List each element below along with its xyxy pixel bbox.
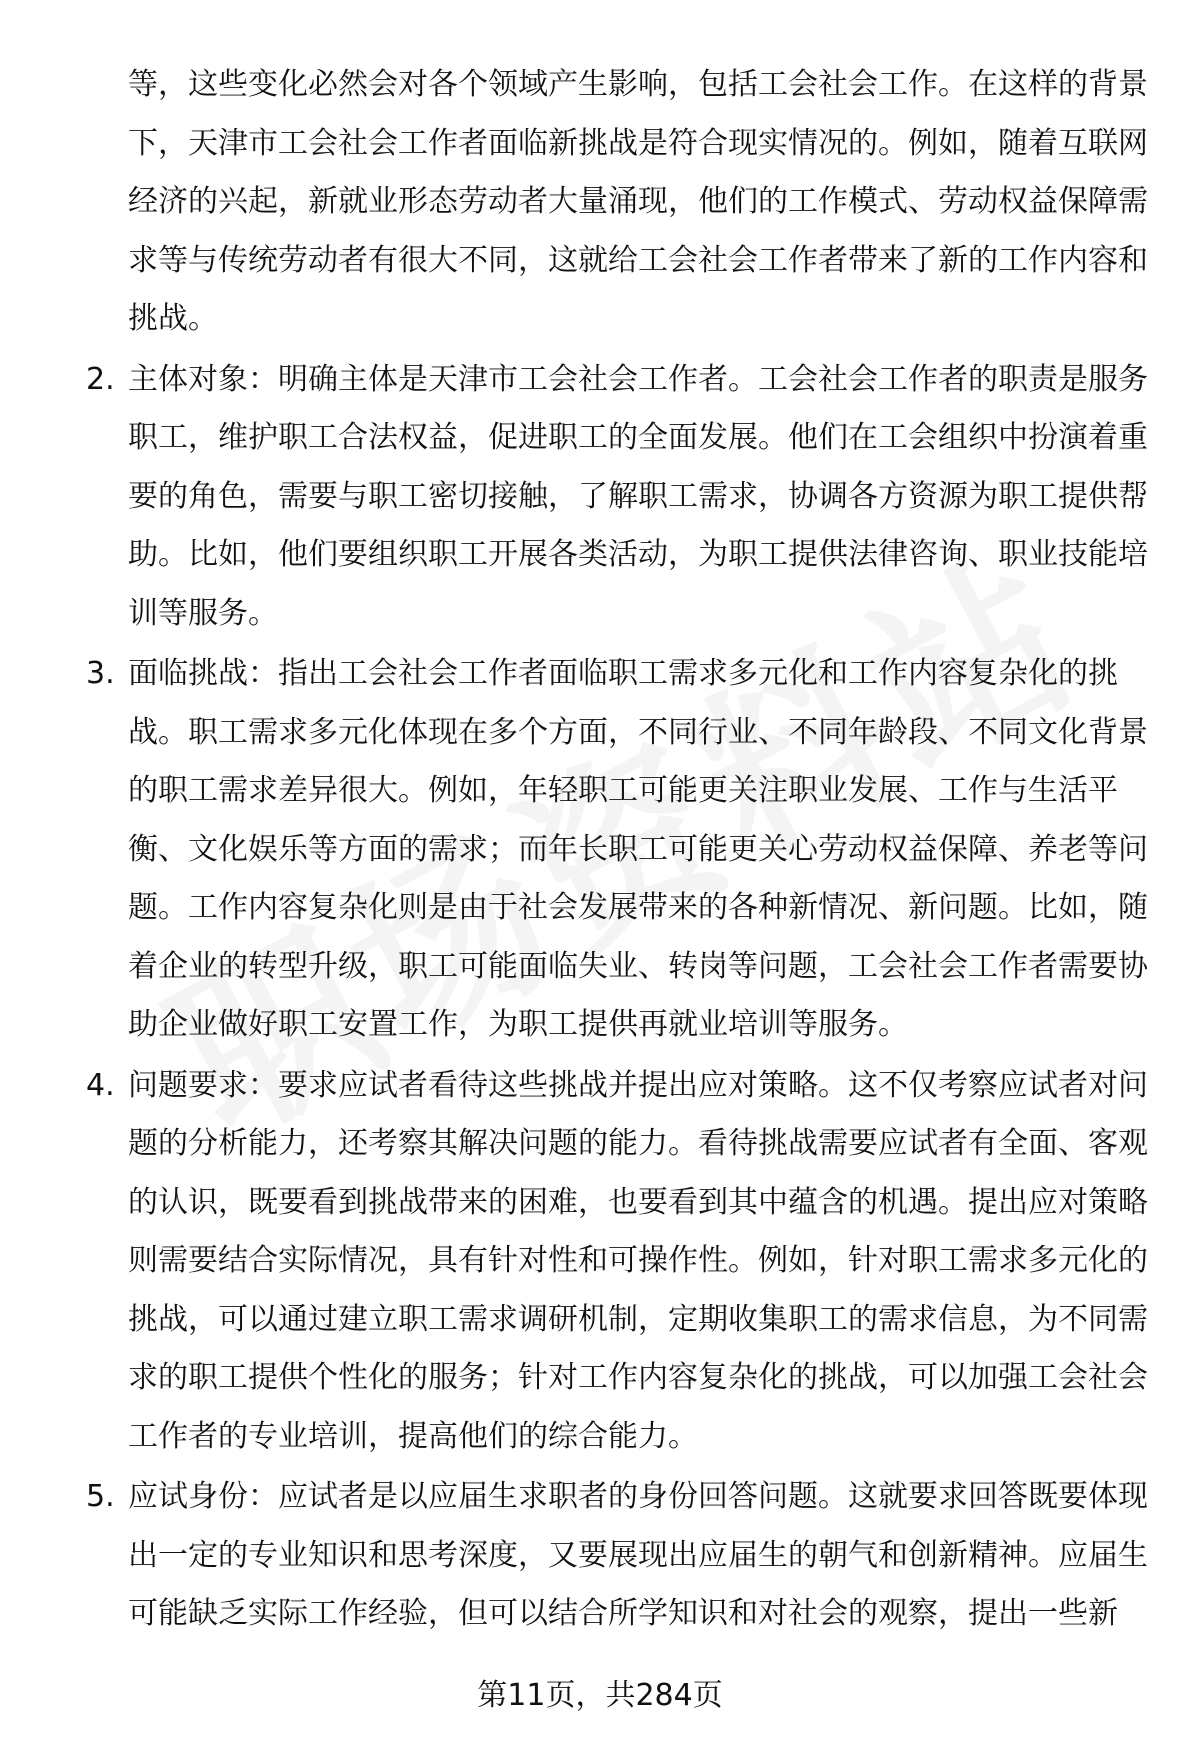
list-item-text: 主体对象：明确主体是天津市工会社会工作者。工会社会工作者的职责是服务职工，维护职工合法权益，促进职工的全面发展。他们在工会组织中扮演着重要的角色，需要与职工密切接触，了解职工需求，协调各方资源为职工提供帮助。比如，他们要组织职工开展各类活动，为职工提供法律咨询、职业技能培训等服务。	[128, 361, 1148, 631]
intro-paragraph-text: 等，这些变化必然会对各个领域产生影响，包括工会社会工作。在这样的背景下，天津市工会社会工作者面临新挑战是符合现实情况的。例如，随着互联网经济的兴起，新就业形态劳动者大量涌现，他们的工作模式、劳动权益保障需求等与传统劳动者有很大不同，这就给工会社会工作者带来了新的工作内容和挑战。	[128, 67, 1148, 336]
list-item-4	[86, 1057, 1148, 1467]
list-item-text: 应试身份：应试者是以应届生求职者的身份回答问题。这就要求回答既要体现出一定的专业知识和思考深度，又要展现出应届生的朝气和创新精神。应届生可能缺乏实际工作经验，但可以结合所学知识和对社会的观察，提出一些新	[128, 1479, 1148, 1631]
page-footer	[0, 1676, 1200, 1716]
list-item-5	[86, 1468, 1148, 1644]
list-item-number: 2.	[86, 361, 115, 397]
page-number-label: 第11页，共284页	[477, 1678, 723, 1713]
list-item-number: 5.	[86, 1479, 115, 1514]
list-item-text: 面临挑战：指出工会社会工作者面临职工需求多元化和工作内容复杂化的挑战。职工需求多元化体现在多个方面，不同行业、不同年龄段、不同文化背景的职工需求差异很大。例如，年轻职工可能更关注职业发展、工作与生活平衡、文化娱乐等方面的需求；而年长职工可能更关心劳动权益保障、养老等问题。工作内容复杂化则是由于社会发展带来的各种新情况、新问题。比如，随着企业的转型升级，职工可能面临失业、转岗等问题，工会社会工作者需要协助企业做好职工安置工作，为职工提供再就业培训等服务。	[128, 656, 1148, 1042]
list-item-2	[86, 351, 1148, 644]
list-item-number: 4.	[86, 1067, 115, 1103]
list-item-number: 3.	[86, 656, 115, 691]
list-item-3	[86, 645, 1148, 1055]
intro-paragraph	[128, 56, 1148, 349]
document-body	[0, 56, 1200, 1646]
list-item-text: 问题要求：要求应试者看待这些挑战并提出应对策略。这不仅考察应试者对问题的分析能力，还考察其解决问题的能力。看待挑战需要应试者有全面、客观的认识，既要看到挑战带来的困难，也要看到其中蕴含的机遇。提出应对策略则需要结合实际情况，具有针对性和可操作性。例如，针对职工需求多元化的挑战，可以通过建立职工需求调研机制，定期收集职工的需求信息，为不同需求的职工提供个性化的服务；针对工作内容复杂化的挑战，可以加强工会社会工作者的专业培训，提高他们的综合能力。	[128, 1067, 1148, 1454]
